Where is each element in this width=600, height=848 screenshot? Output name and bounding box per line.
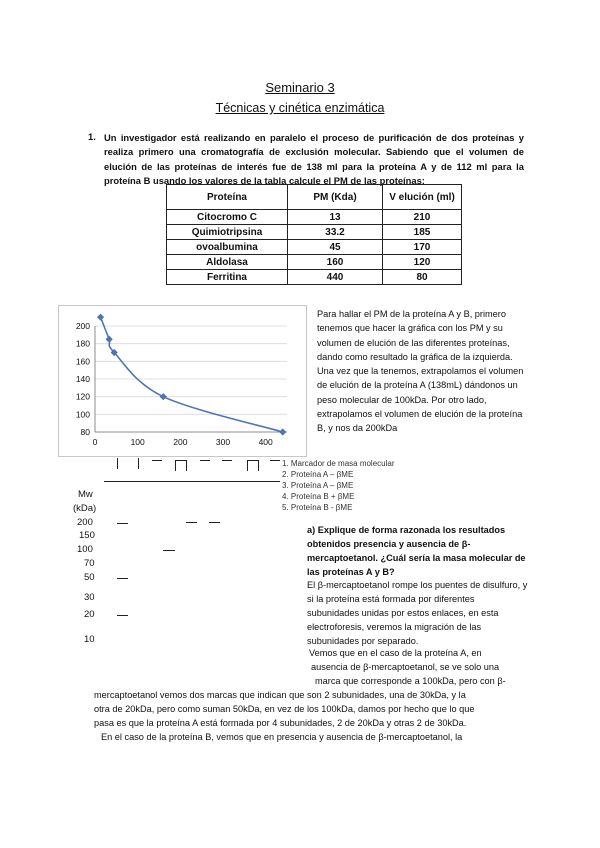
- table-header-row: [167, 185, 462, 210]
- gel-band: [117, 578, 128, 579]
- gel-marker-label: 20: [84, 609, 95, 620]
- gel-marker-label: 50: [84, 572, 95, 583]
- gel-marker-label: 100: [77, 544, 93, 555]
- gel-band: [117, 523, 128, 524]
- data-point: [279, 428, 286, 435]
- gel-marker-label: 150: [79, 530, 95, 541]
- y-tick-label: 160: [75, 356, 90, 367]
- table-cell: 185: [383, 225, 462, 240]
- y-tick-label: 200: [75, 321, 90, 331]
- chart-frame: [58, 305, 307, 457]
- answer-line: pasa es que la proteína A está formada por 4 subunidades, 2 de 20kDa y otras 2 de 30kDa.: [94, 718, 467, 728]
- gel-legend-item: 2. Proteína A – βME: [282, 470, 354, 479]
- y-tick-label: 100: [75, 409, 90, 420]
- gel-legend: [282, 458, 395, 513]
- gel-well-mark: [200, 460, 210, 461]
- data-point: [106, 336, 113, 343]
- table-cell: Quimiotripsina: [167, 225, 288, 240]
- gel-band: [209, 522, 220, 523]
- x-tick-label: 300: [215, 437, 231, 447]
- answer-line: Vemos que en el caso de la proteína A, en: [309, 648, 482, 658]
- gel-legend-item: 1. Marcador de masa molecular: [282, 459, 395, 468]
- gel-well-mark: [258, 460, 259, 471]
- gel-band: [163, 550, 175, 551]
- table-cell: 80: [383, 270, 462, 285]
- protein-table: [166, 184, 462, 285]
- gel-marker-label: 10: [84, 634, 95, 645]
- table-row: [167, 225, 462, 240]
- table-cell: 33.2: [288, 225, 383, 240]
- answer-line: marca que corresponde a 100kDa, pero con β-: [315, 676, 506, 686]
- table-row: [167, 240, 462, 255]
- gel-mw-label: Mw: [78, 489, 93, 500]
- question-number: 1.: [88, 131, 96, 142]
- gel-marker-label: 70: [84, 558, 95, 569]
- gel-legend-item: 4. Proteína B + βME: [282, 492, 355, 501]
- gel-band: [186, 522, 197, 523]
- table-row: [167, 255, 462, 270]
- table-header: Proteína: [167, 185, 288, 210]
- table-cell: Ferritina: [167, 270, 288, 285]
- answer-line: otra de 20kDa, pero como suman 50kDa, en vez de los 100kDa, damos por hecho que lo que: [94, 704, 475, 714]
- gel-well-mark: [186, 460, 187, 471]
- x-tick-label: 100: [130, 437, 145, 447]
- table-header: V elución (ml): [383, 185, 462, 210]
- y-tick-label: 180: [75, 338, 90, 349]
- answer-line: ausencia de β-mercaptoetanol, se ve solo una: [311, 662, 500, 672]
- x-tick-label: 400: [258, 437, 273, 447]
- table-row: [167, 270, 462, 285]
- gel-band: [117, 615, 128, 616]
- gel-well-mark: [247, 460, 258, 461]
- table-cell: 440: [288, 270, 383, 285]
- series-line: [101, 317, 283, 432]
- gel-well-mark: [117, 458, 118, 469]
- y-tick-label: 80: [80, 427, 90, 437]
- y-tick-label: 120: [75, 391, 90, 402]
- gel-well-mark: [222, 460, 232, 461]
- page-subtitle: Técnicas y cinética enzimática: [215, 101, 385, 115]
- table-header: PM (Kda): [288, 185, 383, 210]
- gel-marker-label: 200: [77, 517, 93, 528]
- gel-well-mark: [175, 460, 186, 461]
- table-cell: Aldolasa: [167, 255, 288, 270]
- table-row: [167, 210, 462, 225]
- gel-legend-item: 5. Proteína B - βME: [282, 503, 353, 512]
- y-tick-label: 140: [75, 374, 90, 384]
- x-tick-label: 200: [173, 437, 188, 447]
- table-cell: 170: [383, 240, 462, 255]
- gel-legend-item: 3. Proteína A – βME: [282, 481, 354, 490]
- data-point: [160, 393, 167, 400]
- table-cell: 160: [288, 255, 383, 270]
- gel-unit-label: (kDa): [73, 503, 97, 514]
- table-cell: 13: [288, 210, 383, 225]
- answer-line: En el caso de la proteína B, vemos que en presencia y ausencia de β-mercaptoetanol, la: [101, 732, 463, 742]
- table-cell: 210: [383, 210, 462, 225]
- question-1-text: Un investigador está realizando en paralelo el proceso de purificación de dos proteínas y realiza primero una cromatografía de exclusión molecular. Sabiendo que el volumen de elución de las proteínas de interés fue de 138 ml para la proteína A y de 112 ml para la proteína B usando los valores de la tabla calcule el PM de las proteínas:: [104, 132, 524, 187]
- x-tick-label: 0: [92, 437, 98, 447]
- table-cell: 120: [383, 255, 462, 270]
- elution-chart: [59, 306, 306, 456]
- gel-baseline: [104, 481, 280, 482]
- table-cell: ovoalbumina: [167, 240, 288, 255]
- question-a: a) Explique de forma razonada los resultados obtenidos presencia y ausencia de β-mercaptoetanol. ¿Cuál sería la masa molecular de las proteínas A y B?: [307, 525, 526, 577]
- data-point: [97, 314, 104, 321]
- answer-paragraph-1: El β-mercaptoetanol rompe los puentes de disulfuro, y si la proteína está formada por diferentes subunidades unidas por estos enlaces, en esta electroforesis, veremos la migración de las subunidades por separado.: [307, 580, 528, 646]
- table-cell: 45: [288, 240, 383, 255]
- gel-well-mark: [152, 460, 162, 461]
- table-cell: Citocromo C: [167, 210, 288, 225]
- page-title: Seminario 3: [265, 80, 335, 95]
- answer-line: mercaptoetanol vemos dos marcas que indican que son 2 subunidades, una de 30kDa, y la: [94, 690, 466, 700]
- gel-well-mark: [270, 460, 280, 461]
- explanation-text: Para hallar el PM de la proteína A y B, primero tenemos que hacer la gráfica con los PM y su volumen de elución de las diferentes proteínas, dando como resultado la gráfica de la izquierda. Una vez que la tenemos, extrapolamos el volumen de elución de la proteína A (138mL) dándonos un peso molecular de 100kDa. Por otro lado, extrapolamos el volumen de elución de la proteína B, y nos da 200kDa: [317, 309, 524, 434]
- gel-well-mark: [175, 460, 176, 471]
- gel-marker-label: 30: [84, 592, 95, 603]
- gel-well-mark: [138, 458, 139, 469]
- gel-well-mark: [247, 460, 248, 471]
